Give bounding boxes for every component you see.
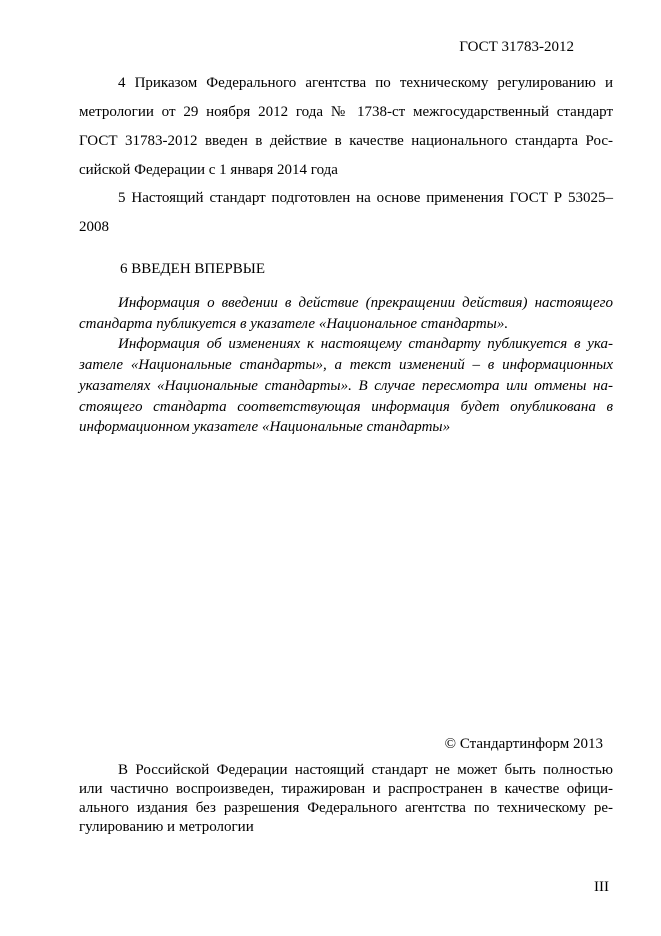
reproduction-notice-line: или частично воспроизведен, тиражирован и распространен в качестве офици- xyxy=(79,781,613,797)
section-6-heading: 6 ВВЕДЕН ВПЕРВЫЕ xyxy=(120,261,265,277)
reproduction-notice-line: гулированию и метрологии xyxy=(79,819,254,835)
reproduction-notice-line: В Российской Федерации настоящий стандарт не может быть полностью xyxy=(118,762,613,778)
section-4-line: метрологии от 29 ноября 2012 года № 1738-ст межгосударственный стандарт xyxy=(79,104,613,120)
copyright: © Стандартинформ 2013 xyxy=(444,736,603,752)
section-4-line: сийской Федерации с 1 января 2014 года xyxy=(79,162,338,178)
info-notice-line: стандарта публикуется в указателе «Национальное стандарты». xyxy=(79,316,509,332)
standard-code-header: ГОСТ 31783-2012 xyxy=(459,39,574,55)
info-notice-line: Информация об изменениях к настоящему стандарту публикуется в ука- xyxy=(118,336,613,352)
info-notice-line: стоящего стандарта соответствующая информация будет опубликована в xyxy=(79,399,613,415)
info-notice-line: информационном указателе «Национальные стандарты» xyxy=(79,419,451,435)
section-5-line: 5 Настоящий стандарт подготовлен на основе применения ГОСТ Р 53025– xyxy=(118,190,613,206)
info-notice-line: зателе «Национальные стандарты», а текст изменений – в информационных xyxy=(79,357,613,373)
section-5-line: 2008 xyxy=(79,219,109,235)
section-4-line: ГОСТ 31783-2012 введен в действие в качестве национального стандарта Рос- xyxy=(79,133,613,149)
info-notice-line: Информация о введении в действие (прекращении действия) настоящего xyxy=(118,295,613,311)
section-4-line: 4 Приказом Федерального агентства по техническому регулированию и xyxy=(118,75,613,91)
reproduction-notice-line: ального издания без разрешения Федерального агентства по техническому ре- xyxy=(79,800,613,816)
info-notice-line: указателях «Национальные стандарты». В случае пересмотра или отмены на- xyxy=(79,378,613,394)
page-number: III xyxy=(594,879,609,895)
